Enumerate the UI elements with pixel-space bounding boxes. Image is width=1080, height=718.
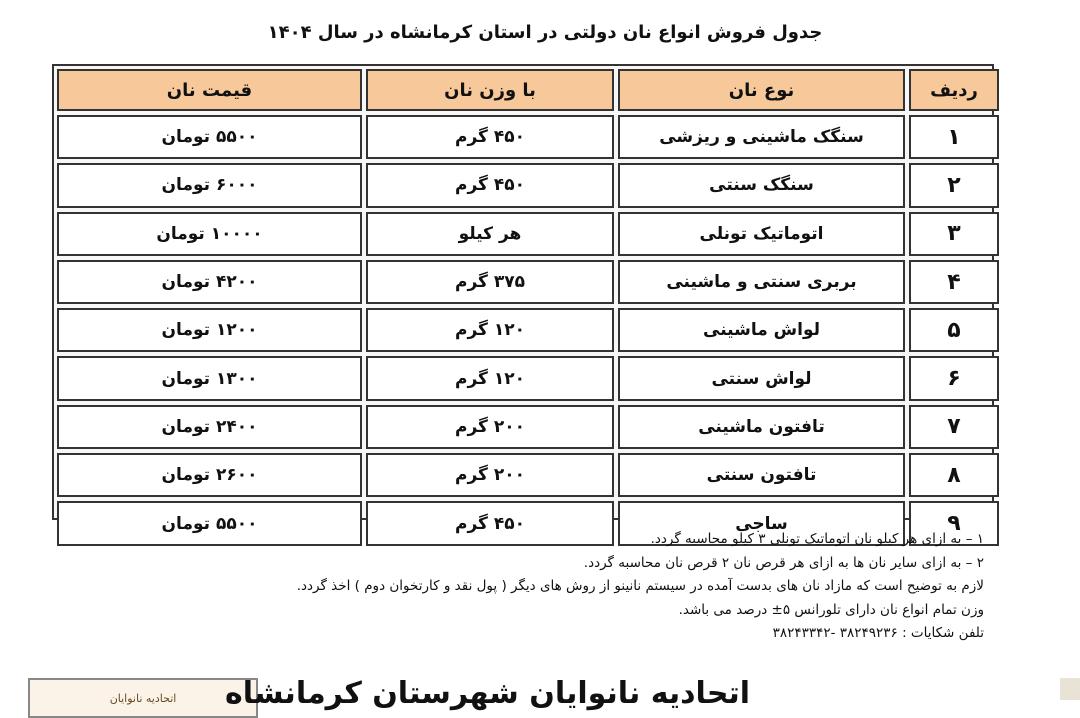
row-weight: هر کیلو (366, 212, 614, 256)
row-number: ۱ (909, 115, 999, 159)
row-number: ۵ (909, 308, 999, 352)
row-price: ۱۲۰۰ تومان (57, 308, 362, 352)
row-number: ۶ (909, 356, 999, 400)
row-weight: ۴۵۰ گرم (366, 501, 614, 545)
row-type: اتوماتیک تونلی (618, 212, 905, 256)
row-price: ۱۳۰۰ تومان (57, 356, 362, 400)
row-price: ۵۵۰۰ تومان (57, 115, 362, 159)
row-type: سنگک ماشینی و ریزشی (618, 115, 905, 159)
row-price: ۴۲۰۰ تومان (57, 260, 362, 304)
row-price: ۶۰۰۰ تومان (57, 163, 362, 207)
row-type: لواش سنتی (618, 356, 905, 400)
union-stamp (28, 678, 258, 718)
note-1: ۱ – به ازای هر کیلو نان اتوماتیک تونلی ۳ کیلو محاسبه گردد. (650, 531, 984, 547)
row-type: تافتون ماشینی (618, 405, 905, 449)
row-number: ۴ (909, 260, 999, 304)
stamp-text: اتحادیه نانوایان (109, 691, 177, 705)
row-type: بربری سنتی و ماشینی (618, 260, 905, 304)
corner-decoration (1060, 678, 1080, 700)
row-type: سنگک سنتی (618, 163, 905, 207)
notes (184, 528, 984, 646)
row-type: ساجی (618, 501, 905, 545)
header-row-number: ردیف (909, 69, 999, 111)
row-number: ۹ (909, 501, 999, 545)
row-number: ۲ (909, 163, 999, 207)
row-price: ۲۶۰۰ تومان (57, 453, 362, 497)
note-4: وزن تمام انواع نان دارای تلورانس ۵± درصد می باشد. (678, 601, 984, 618)
bread-price-table (52, 64, 994, 537)
header-type: نوع نان (618, 69, 905, 111)
row-weight: ۲۰۰ گرم (366, 453, 614, 497)
header-weight: با وزن نان (366, 69, 614, 111)
page-title: جدول فروش انواع نان دولتی در استان کرمانشاه در سال ۱۴۰۴ (267, 22, 823, 43)
note-3: لازم به توضیح است که مازاد نان های بدست آمده در سیستم نانینو از روش های دیگر ( پول نقد و کارتخوان دوم ) اخذ گردد. (296, 578, 984, 594)
note-2: ۲ – به ازای سایر نان ها به ازای هر قرص نان ۲ قرص نان محاسبه گردد. (583, 554, 984, 571)
row-number: ۸ (909, 453, 999, 497)
footer-title: اتحادیه نانوایان شهرستان کرمانشاه (225, 676, 750, 711)
row-weight: ۴۵۰ گرم (366, 163, 614, 207)
row-price: ۵۵۰۰ تومان (57, 501, 362, 545)
row-weight: ۴۵۰ گرم (366, 115, 614, 159)
row-weight: ۱۲۰ گرم (366, 308, 614, 352)
row-weight: ۱۲۰ گرم (366, 356, 614, 400)
row-type: تافتون سنتی (618, 453, 905, 497)
row-weight: ۲۰۰ گرم (366, 405, 614, 449)
header-price: قیمت نان (57, 69, 362, 111)
row-weight: ۳۷۵ گرم (366, 260, 614, 304)
row-price: ۱۰۰۰۰ تومان (57, 212, 362, 256)
row-number: ۳ (909, 212, 999, 256)
row-type: لواش ماشینی (618, 308, 905, 352)
row-price: ۲۴۰۰ تومان (57, 405, 362, 449)
complaint-phones: تلفن شکایات : ۳۸۲۴۹۲۳۶ -۳۸۲۴۳۳۴۲ (772, 625, 984, 641)
row-number: ۷ (909, 405, 999, 449)
